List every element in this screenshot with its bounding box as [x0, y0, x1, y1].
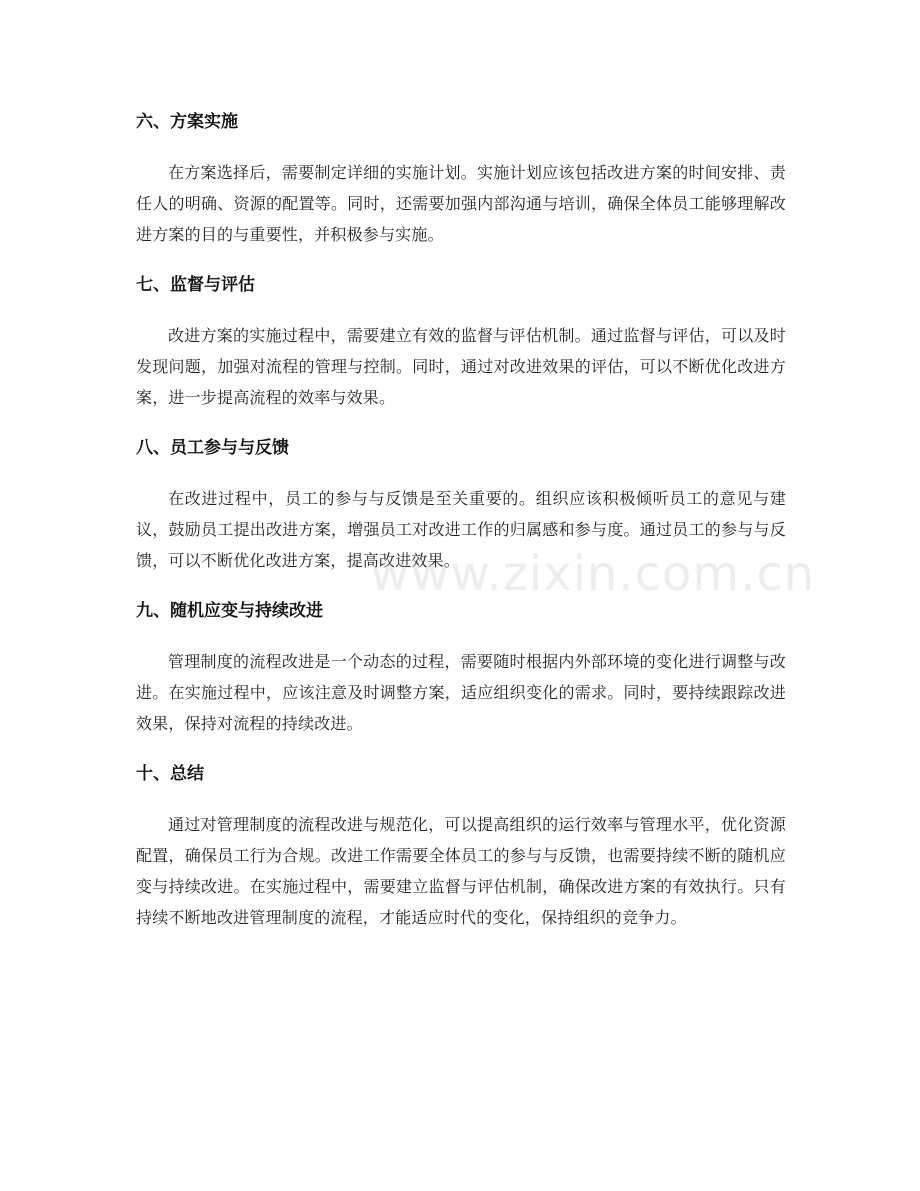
- section-heading: 六、方案实施: [136, 112, 238, 132]
- section-paragraph: 在方案选择后，需要制定详细的实施计划。实施计划应该包括改进方案的时间安排、责任人的明确、资源的配置等。同时，还需要加强内部沟通与培训，确保全体员工能够理解改进方案的目的与重要性，并积极参与实施。: [136, 163, 786, 244]
- section-employee-feedback: [136, 430, 786, 576]
- section-supervision: [136, 267, 786, 413]
- section-paragraph: 在改进过程中，员工的参与与反馈是至关重要的。组织应该积极倾听员工的意见与建议，鼓励员工提出改进方案，增强员工对改进工作的归属感和参与度。通过员工的参与与反馈，可以不断优化改进方案，提高改进效果。: [136, 489, 786, 570]
- section-continuous-improvement: [136, 593, 786, 739]
- watermark-text: www.zixin.com.cn: [370, 546, 816, 602]
- section-summary: [136, 756, 786, 933]
- section-heading: 八、员工参与与反馈: [136, 438, 289, 458]
- section-paragraph: 通过对管理制度的流程改进与规范化，可以提高组织的运行效率与管理水平，优化资源配置，确保员工行为合规。改进工作需要全体员工的参与与反馈，也需要持续不断的随机应变与持续改进。在实施过程中，需要建立监督与评估机制，确保改进方案的有效执行。只有持续不断地改进管理制度的流程，才能适应时代的变化，保持组织的竞争力。: [136, 815, 786, 927]
- section-heading: 十、总结: [136, 764, 204, 784]
- section-heading: 九、随机应变与持续改进: [136, 601, 323, 621]
- section-heading: 七、监督与评估: [136, 275, 255, 295]
- section-paragraph: 改进方案的实施过程中，需要建立有效的监督与评估机制。通过监督与评估，可以及时发现问题，加强对流程的管理与控制。同时，通过对改进效果的评估，可以不断优化改进方案，进一步提高流程的效率与效果。: [136, 326, 786, 407]
- document-body: [136, 104, 786, 950]
- section-implementation: [136, 104, 786, 250]
- section-paragraph: 管理制度的流程改进是一个动态的过程，需要随时根据内外部环境的变化进行调整与改进。在实施过程中，应该注意及时调整方案，适应组织变化的需求。同时，要持续跟踪改进效果，保持对流程的持续改进。: [136, 652, 786, 733]
